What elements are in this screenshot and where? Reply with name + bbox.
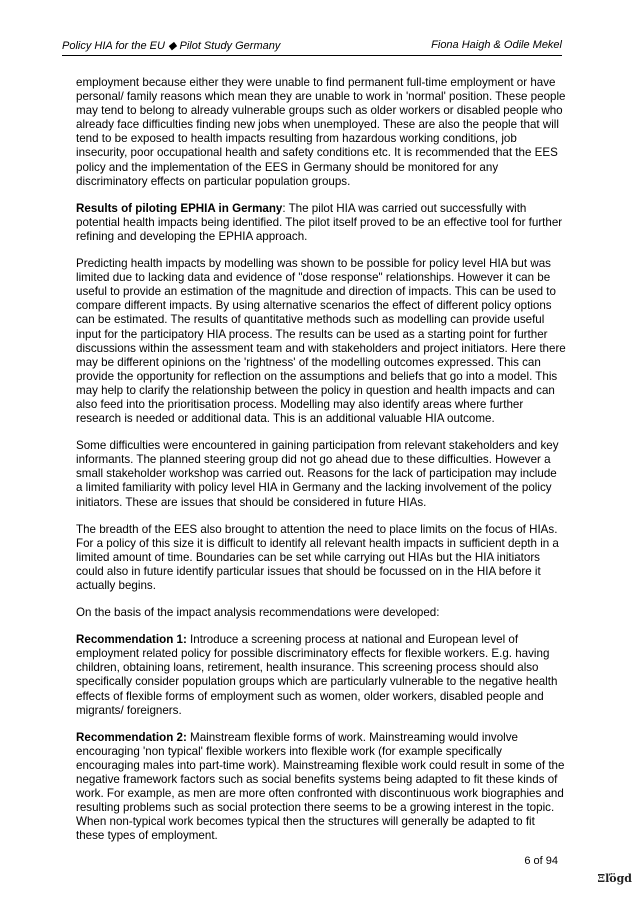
header-authors: Fiona Haigh & Odile Mekel xyxy=(431,39,562,51)
paragraph xyxy=(76,76,566,189)
paragraph xyxy=(76,606,566,620)
paragraph-heading: Recommendation 2: xyxy=(76,730,187,744)
paragraph-text: Some difficulties were encountered in gaining participation from relevant stakeholders and key informants. The planned steering group did not go ahead due to these difficulties. However a small stakeholder workshop was carried out. Reasons for the lack of participation may include a limited familiarity with policy level HIA in Germany and the lacking involvement of the policy initiators. These are issues that should be considered in future HIAs. xyxy=(76,439,559,509)
paragraph xyxy=(76,202,566,244)
paragraph-text: Predicting health impacts by modelling was shown to be possible for policy level HIA but was limited due to lacking data and evidence of "dose response" relationships. However it can be useful to provide an estimation of the magnitude and direction of impacts. This can be used to compare different impacts. By using alternative scenarios the effect of different policy options can be estimated. The results of quantitative methods such as modelling can provide useful input for the participatory HIA process. The results can be used as a starting point for further discussions within the assessment team and with stakeholders and project initiators. Here there may be different opinions on the 'rightness' of the modelling outcomes expressed. This can provide the opportunity for reflection on the assumptions and beliefs that go into a model. This may help to clarify the relationship between the policy in question and health impacts and can also feed into the prioritisation process. Modelling may also identify areas where further research is needed or additional data. This is an additional valuable HIA outcome. xyxy=(76,257,566,426)
paragraph-text: On the basis of the impact analysis recommendations were developed: xyxy=(76,606,440,620)
page-header xyxy=(62,39,562,56)
paragraph-text: employment because either they were unable to find permanent full-time employment or have personal/ family reasons which mean they are unable to work in 'normal' position. These people may tend to belong to already vulnerable groups such as older workers or disabled people who already face difficulties finding new jobs when unemployed. These are also the people that will tend to be exposed to health impacts resulting from hazardous working conditions, job insecurity, poor occupational health and safety conditions etc. It is recommended that the EES policy and the implementation of the EES in Germany should be monitored for any discriminatory effects on particular population groups. xyxy=(76,76,566,188)
publisher-logo: Ξľögd xyxy=(597,872,632,885)
paragraph-heading: Results of piloting EPHIA in Germany xyxy=(76,201,283,215)
paragraph xyxy=(76,523,566,593)
paragraph-text: Mainstream flexible forms of work. Mainstreaming would involve encouraging 'non typical' flexible workers into flexible work (for example specifically encouraging males into part-time work). Mainstreaming flexible work could result in some of the negative framework factors such as social benefits systems being adapted to fit these kinds of work. For example, as men are more often confronted with discontinuous work biographies and resulting problems such as social protection there seems to be a growing interest in the topic. When non-typical work becomes typical then the structures will generally be adapted to fit these types of employment. xyxy=(76,730,565,843)
paragraph xyxy=(76,257,566,426)
body-text xyxy=(76,76,566,857)
paragraph xyxy=(76,439,566,509)
header-title: Policy HIA for the EU ◆ Pilot Study Germany xyxy=(62,40,281,52)
paragraph xyxy=(76,633,566,718)
paragraph xyxy=(76,731,566,844)
page-number: 6 of 94 xyxy=(524,855,558,867)
paragraph-text: Introduce a screening process at national and European level of employment related policy for possible discriminatory effects for flexible workers. E.g. having children, obtaining loans, retirement, health insurance. This screening process should also specifically consider population groups which are particularly vulnerable to the negative health effects of flexible forms of employment such as women, older workers, disabled people and migrants/ foreigners. xyxy=(76,633,558,717)
paragraph-text: : The pilot HIA was carried out successfully with potential health impacts being identified. The pilot itself proved to be an effective tool for further refining and developing the EPHIA approach. xyxy=(76,201,563,243)
paragraph-heading: Recommendation 1: xyxy=(76,633,187,647)
paragraph-text: The breadth of the EES also brought to attention the need to place limits on the focus of HIAs. For a policy of this size it is difficult to identify all relevant health impacts in sufficient depth in a limited amount of time. Boundaries can be set while carrying out HIAs but the HIA initiators could also in future identify particular issues that should be focussed on in the HIA before it actually begins. xyxy=(76,522,559,592)
